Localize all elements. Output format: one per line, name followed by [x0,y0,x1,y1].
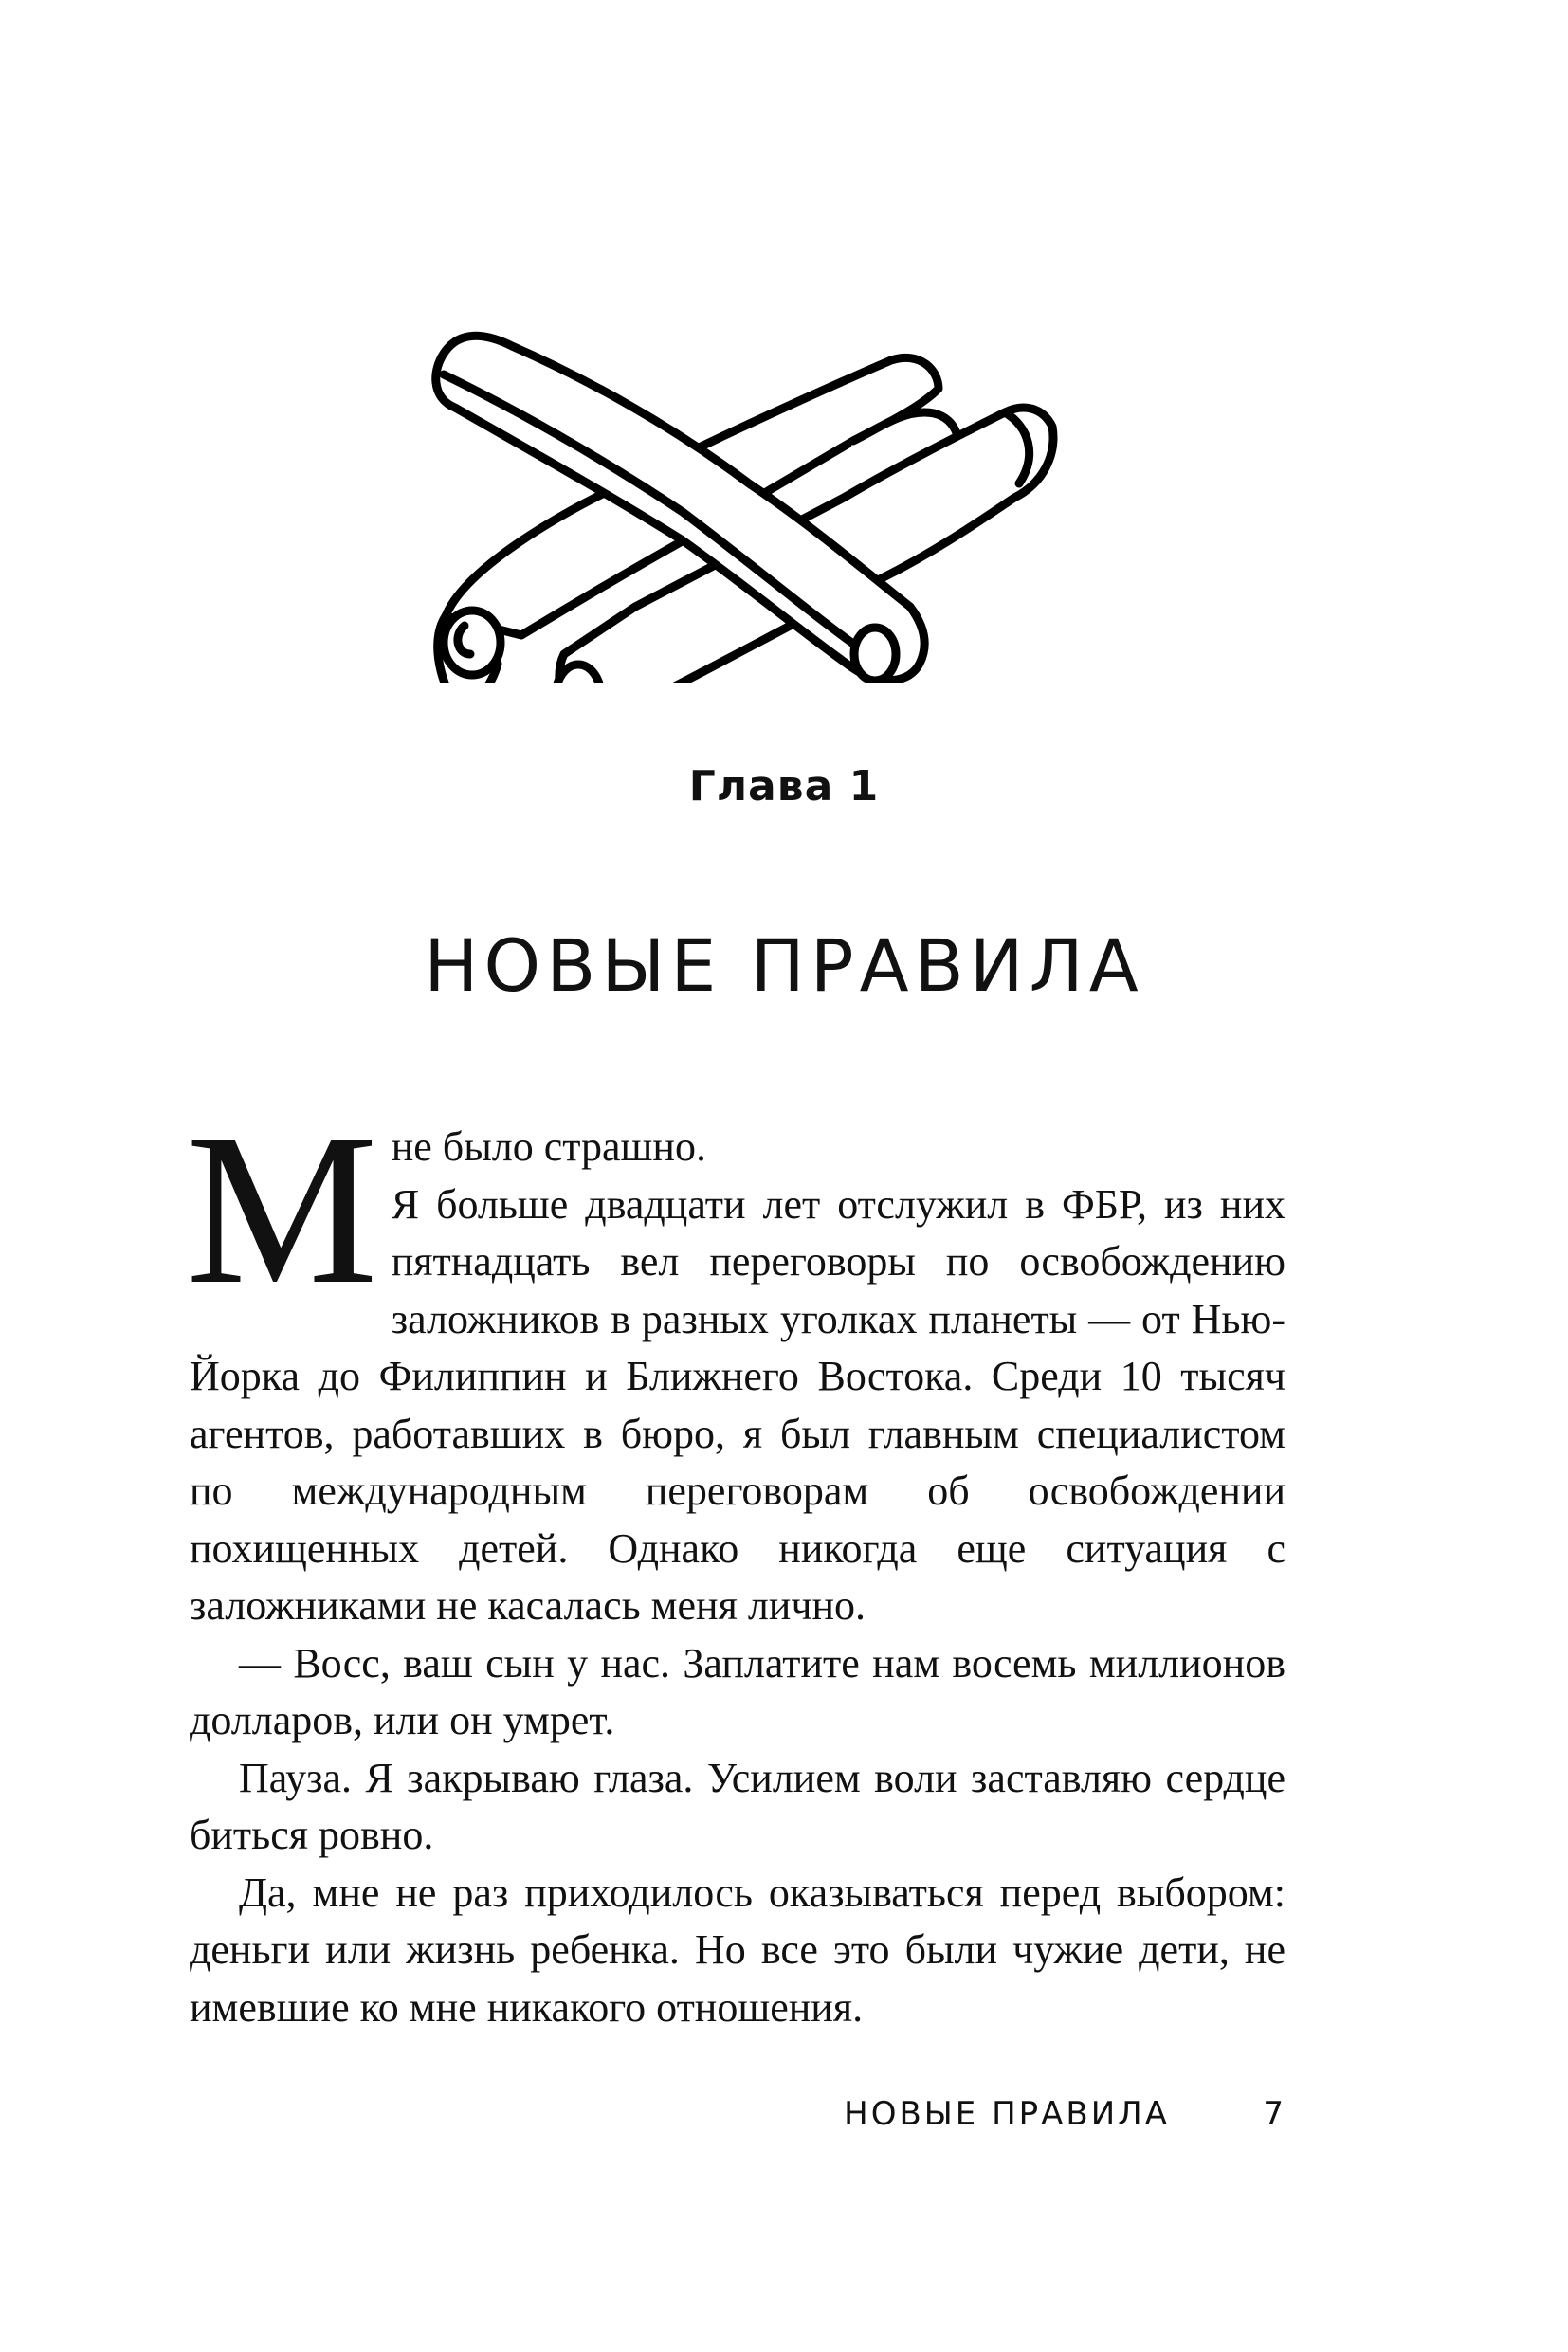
paragraph: Я больше двадцати лет отслужил в ФБР, из них пятнадцать вел переговоры по освобождению заложников в разных уголках планеты — от Нью-Йорка до Филиппин и Ближнего Востока. Среди 10 тысяч агентов, работавших в бюро, я был главным специалистом по международным переговорам об освобождении похищенных детей. Однако никогда еще ситуация с заложниками не касалась меня лично. [190,1180,1285,1629]
running-title: НОВЫЕ ПРАВИЛА [844,2095,1170,2133]
paragraph: не было страшно. [391,1123,706,1170]
cinnamon-sticks-icon [408,322,1071,683]
paragraph: Да, мне не раз приходилось оказываться перед выбором: деньги или жизнь ребенка. Но все это были чужие дети, не имевшие ко мне никакого отношения. [190,1869,1285,2031]
page-footer [0,2095,1568,2152]
paragraph: — Восс, ваш сын у нас. Заплатите нам восемь миллионов долларов, или он умрет. [190,1639,1285,1743]
paragraph: Пауза. Я закрываю глаза. Усилием воли заставляю сердце биться ровно. [190,1754,1285,1858]
chapter-label: Глава 1 [688,762,880,811]
chapter-title: НОВЫЕ ПРАВИЛА [424,922,1144,1008]
dropcap-letter: М [186,1090,378,1329]
body-text [186,1090,1285,2036]
page-number: 7 [1263,2095,1284,2133]
